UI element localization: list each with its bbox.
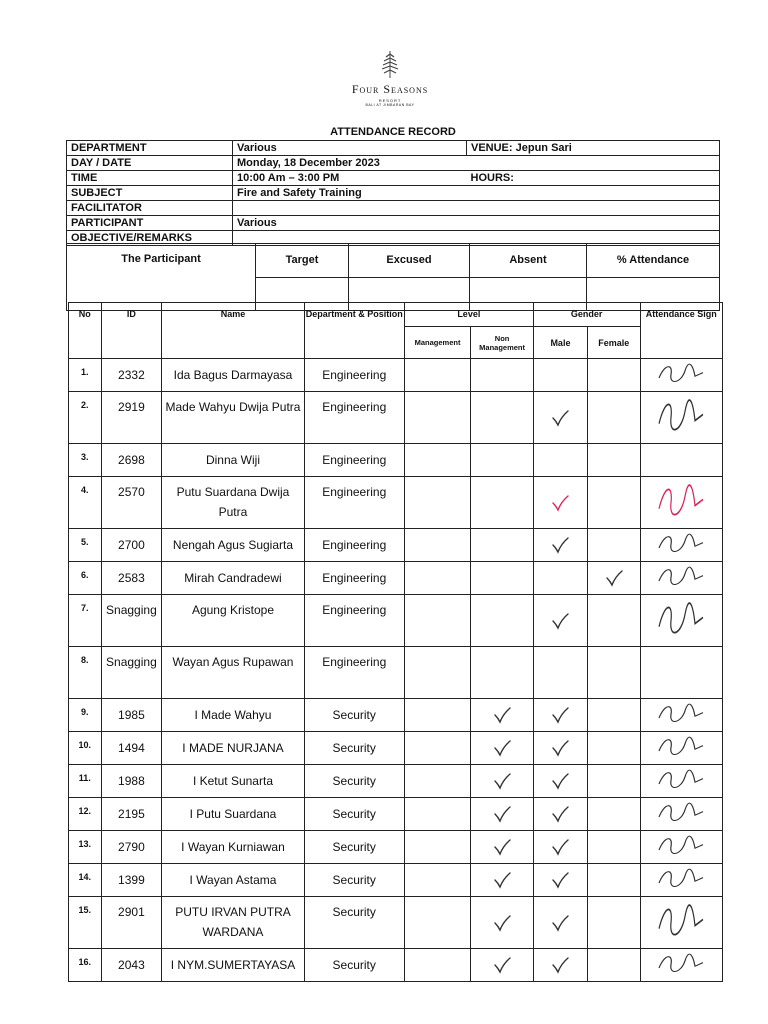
signature-scribble-icon xyxy=(651,733,711,760)
row-name: I Wayan Kurniawan xyxy=(162,831,304,864)
subject-value: Fire and Safety Training xyxy=(233,186,720,201)
col-level: Level xyxy=(404,303,533,327)
row-non-management xyxy=(471,529,534,562)
row-management xyxy=(404,897,471,949)
row-no: 8. xyxy=(69,647,102,699)
table-row xyxy=(69,529,723,562)
excused-heading: Excused xyxy=(349,244,470,278)
row-non-management xyxy=(471,798,534,831)
signature-scribble-icon xyxy=(651,766,711,793)
row-female xyxy=(588,765,640,798)
row-non-management xyxy=(471,765,534,798)
row-no: 13. xyxy=(69,831,102,864)
check-mark-icon xyxy=(471,914,533,932)
info-table xyxy=(66,140,720,246)
row-name: PUTU IRVAN PUTRA WARDANA xyxy=(162,897,304,949)
row-no: 15. xyxy=(69,897,102,949)
row-management xyxy=(404,765,471,798)
row-id: 2790 xyxy=(101,831,162,864)
row-female xyxy=(588,864,640,897)
table-row xyxy=(69,392,723,444)
check-mark-icon xyxy=(534,494,587,512)
row-female xyxy=(588,595,640,647)
row-dept: Engineering xyxy=(304,444,404,477)
row-id: 1494 xyxy=(101,732,162,765)
row-id: Snagging xyxy=(101,647,162,699)
table-row xyxy=(69,444,723,477)
table-row xyxy=(69,595,723,647)
check-mark-icon xyxy=(534,612,587,630)
row-dept: Engineering xyxy=(304,529,404,562)
row-female xyxy=(588,732,640,765)
row-management xyxy=(404,392,471,444)
row-management xyxy=(404,647,471,699)
row-id: 2570 xyxy=(101,477,162,529)
row-signature xyxy=(640,477,723,529)
signature-scribble-icon xyxy=(651,700,711,727)
row-female xyxy=(588,831,640,864)
row-male xyxy=(533,392,587,444)
row-name: Mirah Candradewi xyxy=(162,562,304,595)
check-mark-icon xyxy=(534,956,587,974)
row-non-management xyxy=(471,359,534,392)
row-dept: Security xyxy=(304,732,404,765)
row-signature xyxy=(640,392,723,444)
row-management xyxy=(404,699,471,732)
row-no: 2. xyxy=(69,392,102,444)
row-name: Nengah Agus Sugiarta xyxy=(162,529,304,562)
row-no: 16. xyxy=(69,949,102,982)
row-female xyxy=(588,392,640,444)
brand-line1: RESORT xyxy=(378,98,402,103)
objective-label: OBJECTIVE/REMARKS xyxy=(67,231,233,246)
row-non-management xyxy=(471,831,534,864)
row-name: Ida Bagus Darmayasa xyxy=(162,359,304,392)
row-signature xyxy=(640,798,723,831)
table-row xyxy=(69,699,723,732)
row-name: I Made Wahyu xyxy=(162,699,304,732)
col-management: Management xyxy=(404,327,471,359)
row-no: 1. xyxy=(69,359,102,392)
row-male xyxy=(533,897,587,949)
row-non-management xyxy=(471,949,534,982)
department-label: DEPARTMENT xyxy=(67,141,233,156)
row-signature xyxy=(640,647,723,699)
department-value: Various xyxy=(233,141,467,156)
col-sign: Attendance Sign xyxy=(640,303,723,359)
row-dept: Engineering xyxy=(304,647,404,699)
participant-value: Various xyxy=(233,216,720,231)
row-dept: Security xyxy=(304,798,404,831)
check-mark-icon xyxy=(534,838,587,856)
row-non-management xyxy=(471,647,534,699)
signature-scribble-icon xyxy=(651,832,711,859)
row-dept: Engineering xyxy=(304,392,404,444)
row-id: 2332 xyxy=(101,359,162,392)
check-mark-icon xyxy=(534,805,587,823)
table-row xyxy=(69,477,723,529)
row-signature xyxy=(640,562,723,595)
row-signature xyxy=(640,732,723,765)
row-name: Wayan Agus Rupawan xyxy=(162,647,304,699)
time-value: 10:00 Am – 3:00 PM xyxy=(233,171,467,186)
row-non-management xyxy=(471,392,534,444)
signature-scribble-icon xyxy=(651,596,711,642)
row-name: Putu Suardana Dwija Putra xyxy=(162,477,304,529)
row-male xyxy=(533,562,587,595)
signature-scribble-icon xyxy=(651,393,711,439)
brand-name: Four Seasons xyxy=(351,82,429,96)
col-dept: Department & Position xyxy=(304,303,404,359)
row-management xyxy=(404,444,471,477)
row-dept: Security xyxy=(304,897,404,949)
time-label: TIME xyxy=(67,171,233,186)
row-management xyxy=(404,477,471,529)
row-male xyxy=(533,949,587,982)
row-female xyxy=(588,359,640,392)
row-id: 1985 xyxy=(101,699,162,732)
row-female xyxy=(588,529,640,562)
row-dept: Engineering xyxy=(304,477,404,529)
row-name: I Ketut Sunarta xyxy=(162,765,304,798)
attendance-heading: % Attendance xyxy=(587,244,720,278)
row-no: 10. xyxy=(69,732,102,765)
col-male: Male xyxy=(533,327,587,359)
row-signature xyxy=(640,831,723,864)
col-no: No xyxy=(69,303,102,359)
check-mark-icon xyxy=(471,956,533,974)
row-non-management xyxy=(471,562,534,595)
row-signature xyxy=(640,359,723,392)
check-mark-icon xyxy=(471,772,533,790)
row-name: I MADE NURJANA xyxy=(162,732,304,765)
facilitator-label: FACILITATOR xyxy=(67,201,233,216)
row-dept: Security xyxy=(304,864,404,897)
signature-scribble-icon xyxy=(651,530,711,557)
row-signature xyxy=(640,595,723,647)
row-id: 2195 xyxy=(101,798,162,831)
check-mark-icon xyxy=(471,706,533,724)
row-no: 5. xyxy=(69,529,102,562)
row-female xyxy=(588,699,640,732)
row-male xyxy=(533,647,587,699)
check-mark-icon xyxy=(534,914,587,932)
col-female: Female xyxy=(588,327,640,359)
facilitator-value xyxy=(233,201,720,216)
col-non-management: Non Management xyxy=(471,327,534,359)
row-non-management xyxy=(471,732,534,765)
row-female xyxy=(588,949,640,982)
check-mark-icon xyxy=(534,536,587,554)
check-mark-icon xyxy=(534,871,587,889)
row-male xyxy=(533,765,587,798)
date-label: DAY / DATE xyxy=(67,156,233,171)
row-id: 2698 xyxy=(101,444,162,477)
row-name: I Putu Suardana xyxy=(162,798,304,831)
row-signature xyxy=(640,529,723,562)
check-mark-icon xyxy=(534,772,587,790)
row-signature xyxy=(640,444,723,477)
check-mark-icon xyxy=(534,706,587,724)
row-female xyxy=(588,798,640,831)
table-row xyxy=(69,897,723,949)
row-no: 6. xyxy=(69,562,102,595)
col-id: ID xyxy=(101,303,162,359)
row-management xyxy=(404,562,471,595)
date-value: Monday, 18 December 2023 xyxy=(233,156,720,171)
venue: VENUE: Jepun Sari xyxy=(467,141,720,156)
document-title: ATTENDANCE RECORD xyxy=(330,126,456,138)
row-male xyxy=(533,444,587,477)
row-female xyxy=(588,562,640,595)
row-signature xyxy=(640,699,723,732)
row-name: Agung Kristope xyxy=(162,595,304,647)
row-non-management xyxy=(471,897,534,949)
row-name: Made Wahyu Dwija Putra xyxy=(162,392,304,444)
row-no: 11. xyxy=(69,765,102,798)
row-management xyxy=(404,831,471,864)
row-female xyxy=(588,477,640,529)
absent-heading: Absent xyxy=(470,244,587,278)
table-row xyxy=(69,765,723,798)
row-id: 2583 xyxy=(101,562,162,595)
row-non-management xyxy=(471,595,534,647)
table-row xyxy=(69,864,723,897)
row-dept: Engineering xyxy=(304,595,404,647)
row-id: 2919 xyxy=(101,392,162,444)
row-id: 1399 xyxy=(101,864,162,897)
row-signature xyxy=(640,864,723,897)
signature-scribble-icon xyxy=(651,950,711,977)
row-dept: Engineering xyxy=(304,562,404,595)
row-name: I NYM.SUMERTAYASA xyxy=(162,949,304,982)
check-mark-icon xyxy=(471,739,533,757)
table-row xyxy=(69,798,723,831)
row-female xyxy=(588,444,640,477)
row-management xyxy=(404,732,471,765)
attendance-table xyxy=(68,302,723,982)
row-male xyxy=(533,831,587,864)
table-row xyxy=(69,647,723,699)
row-male xyxy=(533,732,587,765)
table-row xyxy=(69,562,723,595)
four-seasons-logo xyxy=(330,50,450,107)
row-no: 12. xyxy=(69,798,102,831)
row-name: I Wayan Astama xyxy=(162,864,304,897)
table-row xyxy=(69,949,723,982)
row-no: 9. xyxy=(69,699,102,732)
row-no: 7. xyxy=(69,595,102,647)
row-management xyxy=(404,359,471,392)
row-management xyxy=(404,949,471,982)
row-non-management xyxy=(471,864,534,897)
row-dept: Security xyxy=(304,699,404,732)
col-name: Name xyxy=(162,303,304,359)
signature-scribble-icon xyxy=(651,360,711,387)
signature-scribble-icon xyxy=(651,799,711,826)
signature-scribble-icon xyxy=(651,865,711,892)
row-no: 3. xyxy=(69,444,102,477)
row-name: Dinna Wiji xyxy=(162,444,304,477)
row-management xyxy=(404,529,471,562)
row-non-management xyxy=(471,477,534,529)
row-no: 4. xyxy=(69,477,102,529)
row-no: 14. xyxy=(69,864,102,897)
row-male xyxy=(533,477,587,529)
row-signature xyxy=(640,949,723,982)
subject-label: SUBJECT xyxy=(67,186,233,201)
col-gender: Gender xyxy=(533,303,640,327)
row-id: Snagging xyxy=(101,595,162,647)
check-mark-icon xyxy=(588,569,639,587)
signature-scribble-icon xyxy=(651,563,711,590)
tree-leaf-icon xyxy=(379,50,401,80)
row-dept: Engineering xyxy=(304,359,404,392)
row-non-management xyxy=(471,444,534,477)
table-row xyxy=(69,831,723,864)
row-signature xyxy=(640,765,723,798)
row-management xyxy=(404,595,471,647)
row-female xyxy=(588,647,640,699)
row-male xyxy=(533,699,587,732)
row-id: 2043 xyxy=(101,949,162,982)
signature-scribble-icon xyxy=(651,478,711,524)
hours-label: HOURS: xyxy=(467,171,720,186)
row-male xyxy=(533,529,587,562)
check-mark-icon xyxy=(471,838,533,856)
row-dept: Security xyxy=(304,765,404,798)
signature-scribble-icon xyxy=(651,898,711,944)
check-mark-icon xyxy=(534,409,587,427)
row-management xyxy=(404,864,471,897)
brand-line2: BALI AT JIMBARAN BAY xyxy=(365,103,415,107)
check-mark-icon xyxy=(534,739,587,757)
row-male xyxy=(533,359,587,392)
participant-heading: The Participant xyxy=(67,244,256,311)
check-mark-icon xyxy=(471,871,533,889)
table-row xyxy=(69,359,723,392)
participant-label: PARTICIPANT xyxy=(67,216,233,231)
table-row xyxy=(69,732,723,765)
target-heading: Target xyxy=(256,244,349,278)
row-male xyxy=(533,595,587,647)
row-dept: Security xyxy=(304,949,404,982)
row-dept: Security xyxy=(304,831,404,864)
row-id: 1988 xyxy=(101,765,162,798)
row-signature xyxy=(640,897,723,949)
row-non-management xyxy=(471,699,534,732)
check-mark-icon xyxy=(471,805,533,823)
row-male xyxy=(533,798,587,831)
summary-table xyxy=(66,243,720,311)
row-female xyxy=(588,897,640,949)
row-management xyxy=(404,798,471,831)
row-male xyxy=(533,864,587,897)
row-id: 2901 xyxy=(101,897,162,949)
row-id: 2700 xyxy=(101,529,162,562)
